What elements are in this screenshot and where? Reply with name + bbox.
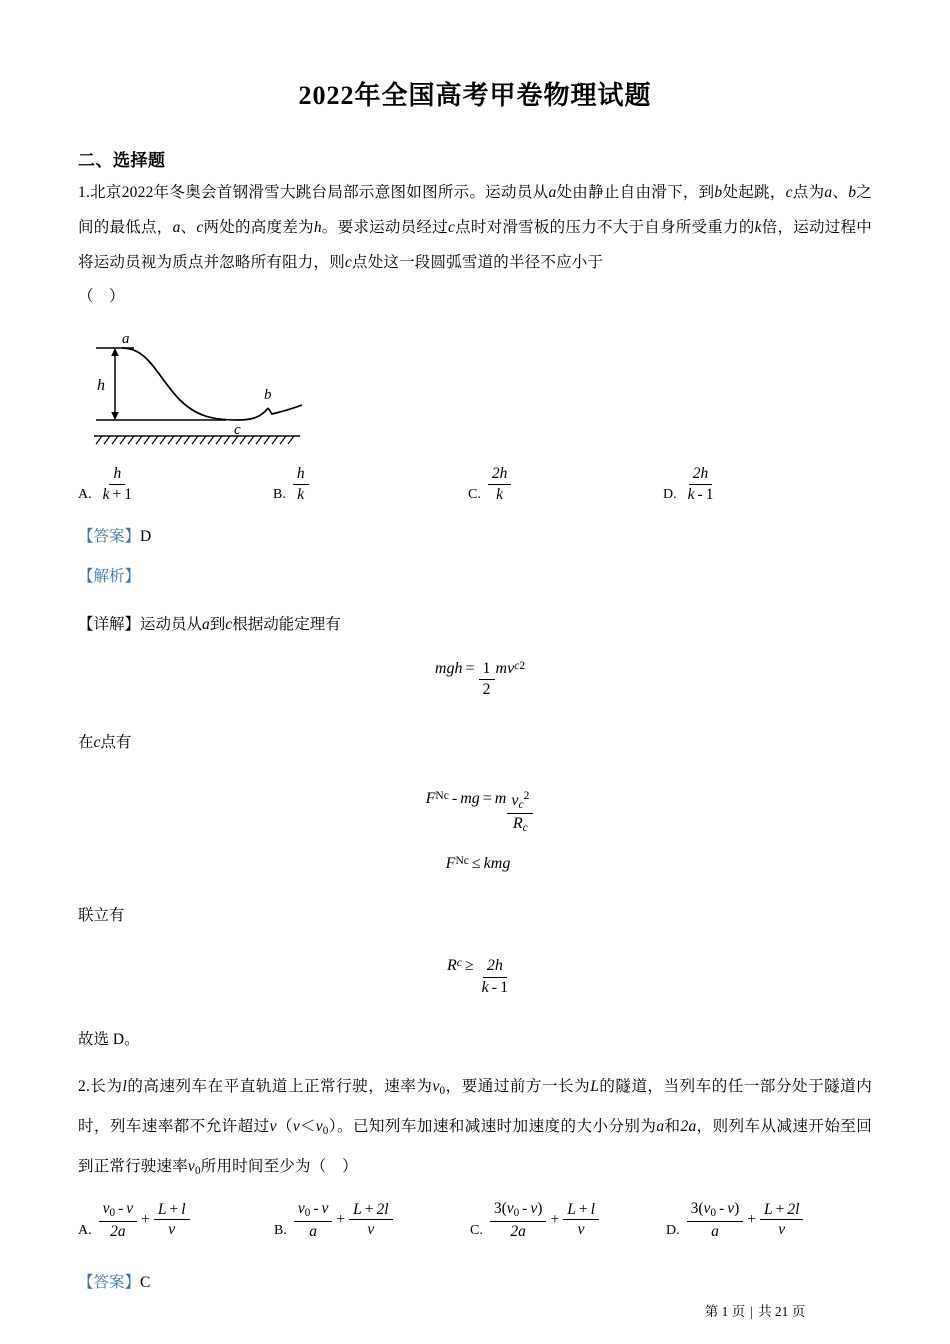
q2-text: 则列车从减速开始至回到正常行驶速率 xyxy=(78,1118,873,1176)
footer-separator: | xyxy=(750,1304,753,1319)
formula2-force-sub: Nc xyxy=(435,789,449,802)
option-b-numerator: h xyxy=(293,465,309,485)
q1-text: 倍，运动过程中将运动员视为质点并忽略所有阻力，则 xyxy=(78,219,872,272)
q2-var-v: v xyxy=(292,1118,300,1136)
q2-text: ，要通过前方一长为 xyxy=(445,1078,591,1096)
option-d-expression xyxy=(686,1200,805,1241)
question-2-options xyxy=(78,1200,872,1241)
q1-text: 处起跳， xyxy=(722,184,786,202)
analysis-label: 【解析】 xyxy=(78,568,141,586)
detail-var-c: c xyxy=(225,616,233,634)
formula1-frac-den: 2 xyxy=(482,681,491,699)
q2-text: 的隧道，当列车的任一部分 xyxy=(599,1078,793,1096)
option-b-expression xyxy=(293,1200,394,1241)
option-c-term2-den: v xyxy=(577,1221,585,1239)
formula1-lhs: mgh xyxy=(434,660,463,678)
option-a-plus: + xyxy=(141,1210,150,1228)
option-d-term1-den: a xyxy=(711,1222,719,1240)
option-b-label: B. xyxy=(274,1223,287,1239)
detail-var-a: a xyxy=(202,616,210,634)
question-1-analysis-label xyxy=(78,560,872,594)
q1-text: 。要求运动员经过 xyxy=(321,219,448,237)
question-1-mid-text xyxy=(78,726,872,760)
ground-hatching xyxy=(96,436,294,444)
q2-text: 处于隧道内时，列车速率都不允许超过 xyxy=(78,1078,872,1136)
formula2-minus: - xyxy=(451,789,458,807)
formula-radius-result xyxy=(78,957,872,997)
q2-var-v0-sub: 0 xyxy=(195,1165,201,1178)
option-a-term1-den: 2a xyxy=(110,1222,126,1240)
footer-current-page: 第 1 页 xyxy=(704,1304,746,1319)
formula2-mass: m xyxy=(494,789,507,807)
formula1-equals: = xyxy=(465,660,475,678)
question-2-answer xyxy=(78,1266,872,1300)
q1-var-b: b xyxy=(714,184,723,202)
option-c-term1-den: 2a xyxy=(510,1222,526,1240)
mid-text: 在 xyxy=(78,733,94,751)
formula2-numerator: $v_c^2$ xyxy=(507,790,533,814)
q1-var-c: c xyxy=(785,184,793,202)
figure-label-c: c xyxy=(234,422,241,439)
option-c-expression xyxy=(487,465,513,504)
detail-text: 到 xyxy=(209,616,226,634)
formula2-equals: = xyxy=(482,789,492,807)
q1-text: 北京 xyxy=(90,184,122,202)
option-a-expression xyxy=(98,465,137,504)
q2-text: ＜ xyxy=(299,1118,316,1136)
option-d-label: D. xyxy=(666,1223,680,1239)
question-2-stem xyxy=(78,1069,872,1189)
q1-year: 2022 xyxy=(121,184,154,202)
formula4-radius-sub: c xyxy=(456,957,462,970)
q2-text: ）。已知列车加速和减速时加速度的大小分别为 xyxy=(328,1118,657,1136)
option-d[interactable] xyxy=(666,1200,862,1241)
formula1-mass: m xyxy=(495,660,508,678)
height-arrow-head-up xyxy=(111,348,119,356)
q1-text: 、 xyxy=(832,184,849,202)
formula1-velocity-sub: c xyxy=(514,660,520,673)
question-1-detail xyxy=(78,608,872,642)
formula3-force: F xyxy=(445,855,456,873)
option-b[interactable] xyxy=(274,1200,470,1241)
figure-label-b: b xyxy=(264,387,272,404)
option-c-denominator: k xyxy=(496,486,504,504)
option-b-expression xyxy=(292,465,310,504)
mid-var-c: c xyxy=(93,733,101,751)
option-c-label: C. xyxy=(470,1223,483,1239)
q2-var-v0-sub: 0 xyxy=(322,1125,329,1138)
q2-var-L: L xyxy=(590,1078,600,1096)
option-c-term1-num: $3(v_0 - v)$ xyxy=(490,1200,547,1222)
option-a-numerator: h xyxy=(109,465,125,485)
answer-label: 【答案】 xyxy=(78,528,141,546)
formula-kinetic-energy xyxy=(78,660,872,700)
option-c[interactable] xyxy=(470,1200,666,1241)
option-a-label: A. xyxy=(78,487,92,503)
q1-text: 两处的高度差为 xyxy=(203,219,314,237)
q1-var-a: a xyxy=(548,184,557,202)
q1-var-k: k xyxy=(754,219,762,237)
question-1-figure xyxy=(78,328,872,455)
page-footer xyxy=(0,1300,950,1320)
formula-centripetal xyxy=(78,790,872,836)
option-c-numerator: 2h xyxy=(488,465,512,485)
option-a-term2-num: L + l xyxy=(154,1201,190,1221)
q1-number: 1. xyxy=(78,184,91,202)
option-d[interactable] xyxy=(663,465,858,504)
option-a-term2-den: v xyxy=(168,1221,176,1239)
option-a[interactable] xyxy=(78,465,273,504)
formula2-denominator: $R_c$ xyxy=(512,815,528,835)
section-heading: 二、选择题 xyxy=(78,151,166,171)
q1-text: 年冬奥会首钢滑雪大跳台局部示意图如图所示。运动员从 xyxy=(153,184,549,202)
question-1-join-text: 联立有 xyxy=(78,907,125,925)
q1-var-c: c xyxy=(447,219,456,237)
option-b-term1-num: $v_0$ - v xyxy=(294,1200,333,1222)
option-b-label: B. xyxy=(273,487,286,503)
formula3-rhs: kmg xyxy=(483,855,511,873)
question-1-stem xyxy=(78,175,872,280)
q2-var-2a: 2a xyxy=(680,1118,697,1136)
q1-var-c: c xyxy=(196,219,204,237)
q2-var-v0: v xyxy=(432,1078,440,1096)
q1-text: 点处这一段圆弧雪道的半径不应小于 xyxy=(352,254,604,272)
q2-text: 和 xyxy=(664,1118,681,1136)
option-c-plus: + xyxy=(550,1210,560,1228)
option-d-term2-den: v xyxy=(778,1221,786,1239)
figure-label-a: a xyxy=(122,331,130,348)
answer-value: C xyxy=(140,1274,151,1292)
question-1-block xyxy=(78,175,872,1057)
formula3-force-sub: Nc xyxy=(455,855,469,868)
height-arrow-head-down xyxy=(111,412,119,420)
figure-label-h: h xyxy=(97,377,105,395)
q1-text: 处由静止自由滑下，到 xyxy=(556,184,715,202)
option-b-term2-num: L + 2l xyxy=(349,1201,392,1221)
detail-label: 【详解】 xyxy=(78,616,141,634)
option-b-term1-den: a xyxy=(309,1222,317,1240)
question-1-answer xyxy=(78,520,872,554)
formula3-le: ≤ xyxy=(471,855,481,873)
q2-var-v: v xyxy=(269,1118,277,1136)
formula1-velocity-sup: 2 xyxy=(519,660,526,673)
option-d-expression xyxy=(683,465,719,504)
option-b-denominator: k xyxy=(297,486,305,504)
formula4-radius: R xyxy=(446,957,457,975)
formula4-numerator: 2h xyxy=(483,957,507,977)
option-d-numerator: 2h xyxy=(689,465,713,485)
formula1-frac-num: 1 xyxy=(479,660,495,680)
q2-text: 长为 xyxy=(90,1078,123,1096)
q1-var-c: c xyxy=(344,254,352,272)
q1-blank-paren: （ ） xyxy=(78,288,125,306)
q1-var-h: h xyxy=(313,219,322,237)
option-b-term2-den: v xyxy=(367,1221,375,1239)
q2-var-l: l xyxy=(122,1078,128,1096)
q1-var-a: a xyxy=(824,184,833,202)
option-a-denominator: k + 1 xyxy=(102,486,133,504)
formula4-denominator: k - 1 xyxy=(481,978,509,996)
q2-var-v0-sub: 0 xyxy=(439,1085,446,1098)
question-1-conclusion: 故选 D。 xyxy=(78,1031,140,1049)
option-b[interactable] xyxy=(273,465,468,504)
question-1-options xyxy=(78,465,872,504)
q2-text: 所用时间至少为（ ） xyxy=(200,1158,358,1176)
answer-label: 【答案】 xyxy=(78,1274,141,1292)
q2-number: 2. xyxy=(78,1078,91,1096)
formula4-ge: ≥ xyxy=(464,957,474,975)
q2-var-v0: v xyxy=(187,1158,195,1176)
option-a-term1-num: $v_0$ - v xyxy=(99,1200,138,1222)
mid-text: 点有 xyxy=(100,733,132,751)
q1-text: 点为 xyxy=(792,184,825,202)
q2-text: 的高速列车在平直轨道上正常行驶，速率为 xyxy=(127,1078,433,1096)
q2-text: ， xyxy=(696,1118,713,1136)
option-d-denominator: k - 1 xyxy=(687,486,714,504)
option-c[interactable] xyxy=(468,465,663,504)
q2-var-a: a xyxy=(656,1118,665,1136)
option-c-label: C. xyxy=(468,487,481,503)
option-c-expression xyxy=(489,1200,600,1241)
option-a-expression xyxy=(98,1200,191,1241)
formula2-weight: mg xyxy=(460,789,480,807)
q2-var-v0: v xyxy=(315,1118,323,1136)
q1-text: 受重力的 xyxy=(691,219,755,237)
option-d-term2-num: L + 2l xyxy=(760,1201,803,1221)
formula1-velocity: v xyxy=(507,660,515,678)
ski-jump-diagram xyxy=(86,328,316,450)
option-c-term2-num: L + l xyxy=(563,1201,599,1221)
option-d-plus: + xyxy=(747,1210,756,1228)
q1-text: 点时对滑雪板的压力不大于自身所 xyxy=(455,219,692,237)
option-d-term1-num: $3(v_0 - v)$ xyxy=(687,1200,744,1222)
answer-value: D xyxy=(140,528,152,546)
takeoff-ramp xyxy=(268,405,302,414)
formula2-force: F xyxy=(425,789,436,807)
option-d-label: D. xyxy=(663,487,677,503)
q1-var-b: b xyxy=(848,184,857,202)
footer-total-pages: 共 21 页 xyxy=(757,1304,806,1319)
detail-text: 运动员从 xyxy=(140,616,203,634)
question-2-block xyxy=(78,1069,872,1300)
formula-force-limit xyxy=(78,855,872,873)
q2-text: （ xyxy=(276,1118,293,1136)
q1-text: 之间的最低点， xyxy=(78,184,872,237)
option-b-plus: + xyxy=(336,1210,346,1228)
q1-var-a: a xyxy=(172,219,181,237)
ski-slope-curve xyxy=(122,348,268,420)
page-title: 2022年全国高考甲卷物理试题 xyxy=(298,81,652,110)
option-a-label: A. xyxy=(78,1223,92,1239)
option-a[interactable] xyxy=(78,1200,274,1241)
detail-text: 根据动能定理有 xyxy=(232,616,341,634)
q1-text: 、 xyxy=(180,219,197,237)
